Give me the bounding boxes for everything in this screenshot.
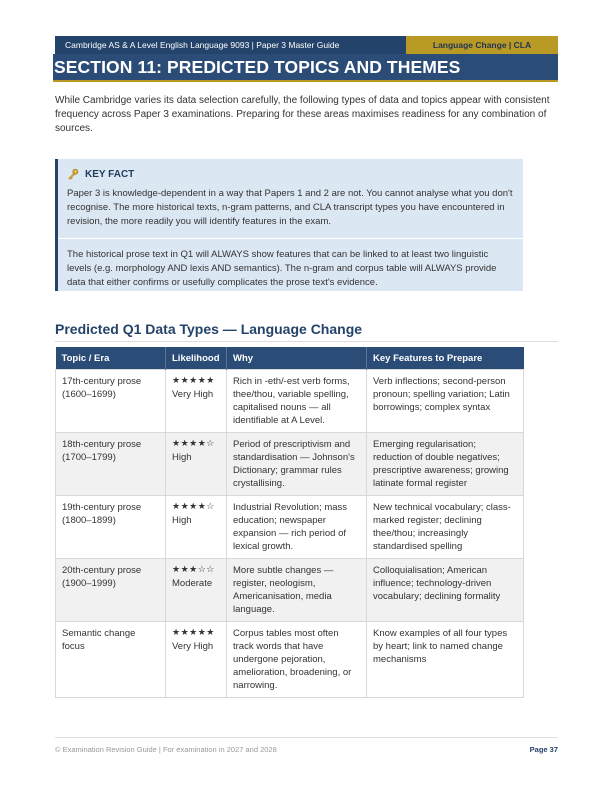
table-header-row — [56, 347, 524, 370]
cell-features: New technical vocabulary; class-marked register; declining thee/thou; increasingly standardised spelling — [367, 496, 524, 559]
likelihood-stars: ★★★★☆ — [172, 439, 215, 449]
cell-likelihood — [166, 496, 227, 559]
cell-features: Emerging regularisation; reduction of double negatives; prescriptive awareness; growing latinate formal register — [367, 433, 524, 496]
cell-features: Colloquialisation; American influence; technology-driven vocabulary; declining formality — [367, 559, 524, 622]
cell-why: Corpus tables most often track words that have undergone pejoration, amelioration, broadening, or narrowing. — [227, 622, 367, 698]
cell-topic: 20th-century prose (1900–1999) — [56, 559, 166, 622]
section-title: SECTION 11: PREDICTED TOPICS AND THEMES — [53, 54, 558, 80]
likelihood-stars: ★★★☆☆ — [172, 565, 215, 575]
key-fact-title: KEY FACT — [85, 168, 135, 180]
cell-features: Verb inflections; second-person pronoun; spelling variation; Latin borrowings; complex syntax — [367, 370, 524, 433]
likelihood-stars: ★★★★★ — [172, 628, 215, 638]
key-fact-paragraph-1: Paper 3 is knowledge-dependent in a way that Papers 1 and 2 are not. You cannot analyse what you don't recognise. The more historical texts, n-gram patterns, and CLA transcript types you have encountered in revision, the more readily you will identify features in the exam. — [67, 188, 513, 227]
predicted-data-types-table — [55, 347, 524, 698]
cell-features: Know examples of all four types by heart; link to named change mechanisms — [367, 622, 524, 698]
cell-why: Rich in -eth/-est verb forms, thee/thou, variable spelling, capitalised nouns — all identifiable at A Level. — [227, 370, 367, 433]
table-row — [56, 622, 524, 698]
cell-topic: Semantic change focus — [56, 622, 166, 698]
cell-topic: 19th-century prose (1800–1899) — [56, 496, 166, 559]
cell-likelihood — [166, 622, 227, 698]
cell-topic: 17th-century prose (1600–1699) — [56, 370, 166, 433]
cell-topic: 18th-century prose (1700–1799) — [56, 433, 166, 496]
table-row — [56, 370, 524, 433]
likelihood-stars: ★★★★★ — [172, 376, 215, 386]
column-header-topic: Topic / Era — [56, 347, 166, 370]
cell-likelihood — [166, 370, 227, 433]
likelihood-label: Very High — [172, 389, 214, 400]
table-row — [56, 433, 524, 496]
footer-copyright: © Examination Revision Guide | For examination in 2027 and 2028 — [55, 745, 277, 754]
key-fact-divider — [58, 238, 523, 239]
likelihood-label: High — [172, 452, 192, 463]
table-row — [56, 559, 524, 622]
page-number: Page 37 — [529, 745, 558, 754]
header-topic-tag: Language Change | CLA — [406, 36, 558, 54]
cell-likelihood — [166, 559, 227, 622]
key-fact-paragraph-2: The historical prose text in Q1 will ALWAYS show features that can be linked to at least two linguistic levels (e.g. morphology AND lexis AND semantics). The n-gram and corpus table will ALWAYS provide data that either confirms or usefully complicates the prose text's evidence. — [67, 249, 497, 288]
key-fact-callout — [55, 159, 523, 291]
likelihood-stars: ★★★★☆ — [172, 502, 215, 512]
column-header-why: Why — [227, 347, 367, 370]
likelihood-label: High — [172, 515, 192, 526]
key-icon — [67, 168, 79, 180]
running-header — [55, 36, 558, 54]
table-subheading: Predicted Q1 Data Types — Language Change — [55, 321, 363, 337]
cell-why: More subtle changes — register, neologism, Americanisation, media language. — [227, 559, 367, 622]
header-guide-title: Cambridge AS & A Level English Language 9093 | Paper 3 Master Guide — [55, 36, 406, 54]
likelihood-label: Moderate — [172, 578, 213, 589]
intro-paragraph: While Cambridge varies its data selection carefully, the following types of data and topics appear with consistent frequency across Paper 3 examinations. Preparing for these areas maximises readiness for any combination of sources. — [55, 95, 550, 134]
title-underline — [53, 80, 558, 82]
key-fact-header — [67, 167, 513, 181]
cell-why: Period of prescriptivism and standardisation — Johnson's Dictionary; grammar rules crystallising. — [227, 433, 367, 496]
cell-why: Industrial Revolution; mass education; newspaper expansion — rich period of lexical growth. — [227, 496, 367, 559]
table-row — [56, 496, 524, 559]
cell-likelihood — [166, 433, 227, 496]
likelihood-label: Very High — [172, 641, 214, 652]
subheading-rule — [55, 341, 558, 342]
column-header-likelihood: Likelihood — [166, 347, 227, 370]
footer-rule — [55, 737, 558, 738]
column-header-features: Key Features to Prepare — [367, 347, 524, 370]
